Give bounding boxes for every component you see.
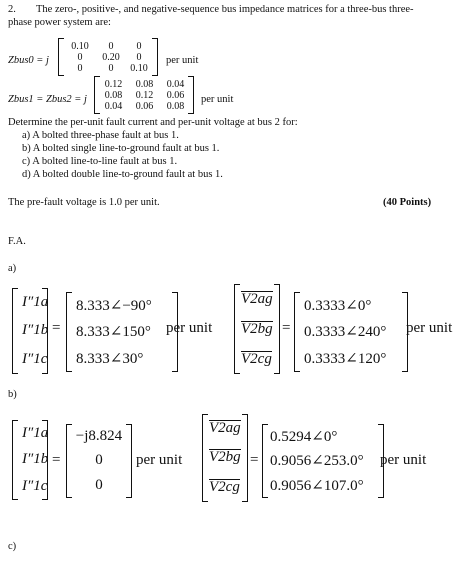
a-ival-col [66, 292, 152, 372]
b-voltage-value: 0.9056∠253.0° [270, 453, 364, 470]
a-voltage-symbols [234, 284, 280, 374]
b-voltage-unit: per unit [380, 452, 427, 468]
b-vval-col [262, 424, 364, 498]
case-b: b) A bolted single line-to-ground fault at bus 1. [22, 143, 220, 154]
prefault-text: The pre-fault voltage is 1.0 per unit. [8, 197, 160, 208]
a-voltage-value: 0.3333∠0° [304, 297, 372, 314]
part-b-label: b) [8, 389, 17, 400]
b-current-unit: per unit [136, 452, 183, 468]
zbus12-unit: per unit [201, 94, 234, 105]
zbus0-cell: 0.20 [102, 51, 120, 63]
points-text: (40 Points) [383, 197, 432, 208]
zbus0-cell: 0.10 [130, 62, 148, 74]
a-voltage-unit: per unit [406, 320, 453, 336]
problem-number: 2. [8, 4, 16, 15]
zbus0-cell: 0 [108, 40, 114, 52]
a-vval-col [294, 292, 386, 372]
b-current-value: 0 [95, 477, 103, 494]
part-c-label: c) [8, 541, 17, 552]
a-equals-1: = [52, 320, 61, 336]
zbus0-cell: 0 [77, 62, 83, 74]
b-current-values [66, 424, 132, 498]
b-voltage-values [262, 424, 384, 498]
b-voltage-value: 0.9056∠107.0° [270, 478, 364, 495]
part-a-label: a) [8, 263, 17, 274]
a-current-symbols [12, 288, 48, 374]
zbus12-grid [94, 79, 191, 112]
voltage-symbol: V2cg [241, 350, 272, 367]
zbus0-label: Zbus0 = j [8, 55, 49, 66]
zbus0-cell: 0 [108, 62, 114, 74]
zbus0-matrix [58, 38, 158, 76]
b-voltage-value: 0.5294∠0° [270, 428, 338, 445]
b-ival-col [66, 424, 132, 498]
a-voltage-value: 0.3333∠240° [304, 324, 387, 341]
zbus12-cell: 0.08 [166, 100, 185, 112]
voltage-symbol: V2cg [209, 478, 240, 495]
zbus12-cell: 0.06 [166, 89, 185, 101]
current-symbol: I″1a [22, 293, 49, 310]
b-equals-2: = [250, 452, 259, 468]
b-current-symbols [12, 420, 48, 500]
case-d: d) A bolted double line-to-ground fault at bus 1. [22, 169, 223, 180]
voltage-symbol: V2bg [209, 449, 241, 466]
a-current-value: 8.333∠30° [76, 351, 144, 368]
voltage-symbol: V2bg [241, 320, 273, 337]
statement-line-2: phase power system are: [8, 17, 111, 28]
zbus12-cell: 0.12 [135, 89, 154, 101]
zbus12-cell: 0.04 [104, 100, 123, 112]
zbus12-cell: 0.08 [104, 89, 123, 101]
current-symbol: I″1c [22, 478, 48, 495]
zbus12-cell: 0.12 [104, 78, 123, 90]
zbus12-label: Zbus1 = Zbus2 = j [8, 94, 87, 105]
a-current-value: 8.333∠−90° [76, 297, 152, 314]
zbus0-unit: per unit [166, 55, 199, 66]
current-symbol: I″1a [22, 424, 49, 441]
zbus12-matrix [94, 76, 194, 114]
answer-header: F.A. [8, 236, 26, 247]
b-equals-1: = [52, 452, 61, 468]
case-c: c) A bolted line-to-line fault at bus 1. [22, 156, 178, 167]
b-current-value: 0 [95, 452, 103, 469]
voltage-symbol: V2ag [209, 420, 241, 437]
a-current-values [66, 292, 178, 372]
zbus0-cell: 0 [77, 51, 83, 63]
zbus0-cell: 0 [136, 40, 142, 52]
b-current-value: −j8.824 [75, 427, 123, 444]
a-equals-2: = [282, 320, 291, 336]
zbus0-cell: 0 [136, 51, 142, 63]
current-symbol: I″1b [22, 322, 49, 339]
a-voltage-values [294, 292, 408, 372]
a-current-unit: per unit [166, 320, 213, 336]
zbus0-grid [58, 41, 153, 74]
voltage-symbol: V2ag [241, 290, 273, 307]
current-symbol: I″1b [22, 451, 49, 468]
a-voltage-value: 0.3333∠120° [304, 351, 387, 368]
current-symbol: I″1c [22, 351, 48, 368]
determine-text: Determine the per-unit fault current and per-unit voltage at bus 2 for: [8, 117, 298, 128]
zbus12-cell: 0.04 [166, 78, 185, 90]
statement-line-1: The zero-, positive-, and negative-sequence bus impedance matrices for a three-bus three- [36, 4, 414, 15]
zbus0-cell: 0.10 [71, 40, 89, 52]
a-current-value: 8.333∠150° [76, 324, 151, 341]
zbus12-cell: 0.06 [135, 100, 154, 112]
b-voltage-symbols [202, 414, 248, 502]
case-a: a) A bolted three-phase fault at bus 1. [22, 130, 179, 141]
zbus12-cell: 0.08 [135, 78, 154, 90]
